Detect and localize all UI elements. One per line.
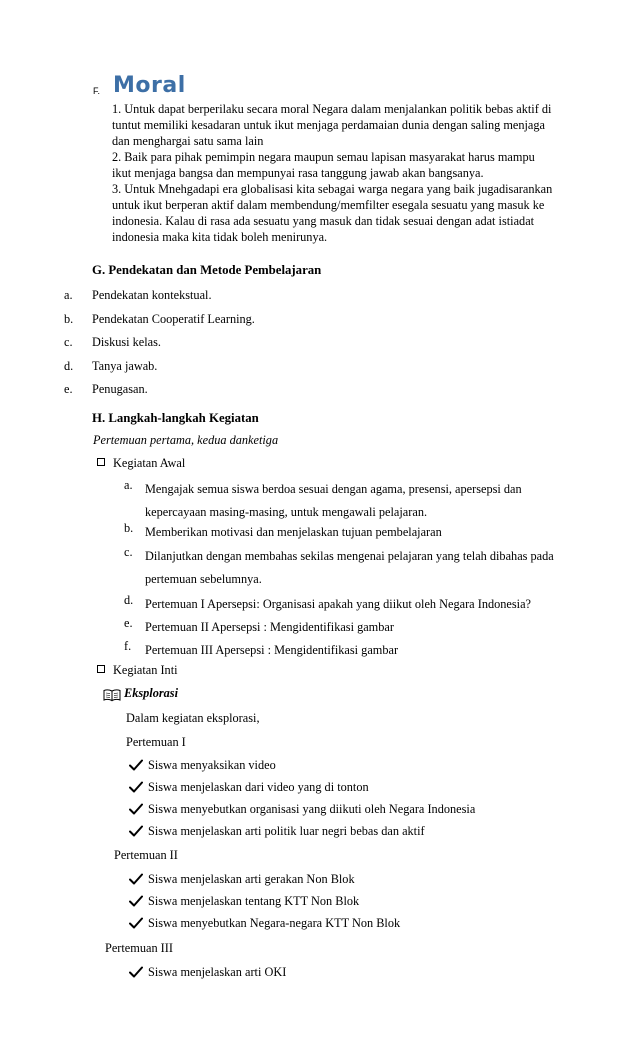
kegiatan-inti-heading xyxy=(97,663,178,679)
kegiatan-awal-heading xyxy=(97,456,185,472)
pertemuan-2-label: Pertemuan II xyxy=(114,848,178,862)
open-book-icon xyxy=(103,688,121,702)
checkmark-icon xyxy=(129,873,143,885)
list-item: Pendekatan Cooperatif Learning. xyxy=(92,312,255,326)
list-item: Penugasan. xyxy=(92,382,148,396)
list-item-line: Pertemuan II Apersepsi : Mengidentifikasi gambar xyxy=(145,620,394,634)
list-item-letter: c. xyxy=(124,545,133,559)
list-item: Siswa menjelaskan arti OKI xyxy=(148,965,287,979)
checkmark-icon xyxy=(129,825,143,837)
list-item: Siswa menjelaskan dari video yang di tonton xyxy=(148,780,369,794)
section-h-subtitle: Pertemuan pertama, kedua danketiga xyxy=(93,433,279,447)
section-f-marker: F. xyxy=(93,86,101,96)
list-item xyxy=(145,521,563,544)
list-item-line: kepercayaan masing-masing, untuk mengawali pelajaran. xyxy=(145,505,428,519)
list-item-letter: e. xyxy=(64,382,73,396)
list-item: Tanya jawab. xyxy=(92,359,158,373)
moral-line: 3. Untuk Mnehgadapi era globalisasi kita sebagai warga negara yang baik jugadisarankan xyxy=(112,182,553,196)
list-item: Diskusi kelas. xyxy=(92,335,161,349)
list-item-line: pertemuan sebelumnya. xyxy=(145,572,262,586)
list-item-letter: d. xyxy=(64,359,74,373)
kegiatan-inti-label: Kegiatan Inti xyxy=(113,663,178,677)
moral-paragraph-3 xyxy=(112,181,562,245)
list-item xyxy=(145,478,563,524)
list-item-letter: f. xyxy=(124,639,132,653)
box-bullet-icon xyxy=(97,665,105,673)
moral-line: ikut menjaga bangsa dan mempunyai rasa tanggung jawab akan bangsanya. xyxy=(112,166,484,180)
list-item-line: Memberikan motivasi dan menjelaskan tujuan pembelajaran xyxy=(145,525,442,539)
moral-line: indonesia maka kita tidak boleh menirunya. xyxy=(112,230,328,244)
kegiatan-awal-label: Kegiatan Awal xyxy=(113,456,186,470)
list-item-line: Pertemuan III Apersepsi : Mengidentifikasi gambar xyxy=(145,643,399,657)
section-f-title: Moral xyxy=(113,73,186,98)
list-item xyxy=(145,616,563,639)
moral-line: 2. Baik para pihak pemimpin negara maupun semau lapisan masyarakat harus mampu xyxy=(112,150,535,164)
list-item: Siswa menjelaskan arti gerakan Non Blok xyxy=(148,872,355,886)
list-item: Siswa menjelaskan arti politik luar negri bebas dan aktif xyxy=(148,824,425,838)
moral-paragraph-1 xyxy=(112,101,562,149)
list-item-letter: a. xyxy=(124,478,133,492)
eksplorasi-intro: Dalam kegiatan eksplorasi, xyxy=(126,711,260,725)
list-item: Pendekatan kontekstual. xyxy=(92,288,212,302)
moral-paragraph-2 xyxy=(112,149,562,181)
moral-line: tuntut memiliki kesadaran untuk ikut menjaga perdamaian dunia dengan saling menjaga xyxy=(112,118,545,132)
moral-line: untuk ikut berperan aktif dalam membendung/memfilter esegala sesuatu yang masuk ke xyxy=(112,198,545,212)
moral-line: 1. Untuk dapat berperilaku secara moral Negara dalam menjalankan politik bebas aktif di xyxy=(112,102,552,116)
list-item: Siswa menjelaskan tentang KTT Non Blok xyxy=(148,894,360,908)
list-item-letter: b. xyxy=(124,521,134,535)
pertemuan-3-label: Pertemuan III xyxy=(105,941,173,955)
list-item xyxy=(145,639,563,662)
eksplorasi-heading: Eksplorasi xyxy=(124,686,178,700)
checkmark-icon xyxy=(129,917,143,929)
checkmark-icon xyxy=(129,781,143,793)
list-item-line: Dilanjutkan dengan membahas sekilas mengenai pelajaran yang telah dibahas pada xyxy=(145,549,554,563)
checkmark-icon xyxy=(129,803,143,815)
list-item-letter: c. xyxy=(64,335,73,349)
checkmark-icon xyxy=(129,966,143,978)
moral-line: indonesia. Kalau di rasa ada sesuatu yang masuk dan tidak sesuai dengan adat istiadat xyxy=(112,214,535,228)
moral-line: dan menghargai satu sama lain xyxy=(112,134,264,148)
checkmark-icon xyxy=(129,895,143,907)
list-item: Siswa menyaksikan video xyxy=(148,758,276,772)
list-item-letter: d. xyxy=(124,593,134,607)
list-item-letter: a. xyxy=(64,288,73,302)
list-item: Siswa menyebutkan organisasi yang diikuti oleh Negara Indonesia xyxy=(148,802,476,816)
list-item-line: Pertemuan I Apersepsi: Organisasi apakah yang diikut oleh Negara Indonesia? xyxy=(145,597,531,611)
list-item: Siswa menyebutkan Negara-negara KTT Non Blok xyxy=(148,916,401,930)
list-item-line: Mengajak semua siswa berdoa sesuai dengan agama, presensi, apersepsi dan xyxy=(145,482,522,496)
pertemuan-1-label: Pertemuan I xyxy=(126,735,186,749)
list-item xyxy=(145,593,563,616)
section-g-heading: G. Pendekatan dan Metode Pembelajaran xyxy=(92,263,322,277)
box-bullet-icon xyxy=(97,458,105,466)
checkmark-icon xyxy=(129,759,143,771)
list-item-letter: b. xyxy=(64,312,74,326)
list-item xyxy=(145,545,563,591)
section-h-heading: H. Langkah-langkah Kegiatan xyxy=(92,411,259,425)
list-item-letter: e. xyxy=(124,616,133,630)
